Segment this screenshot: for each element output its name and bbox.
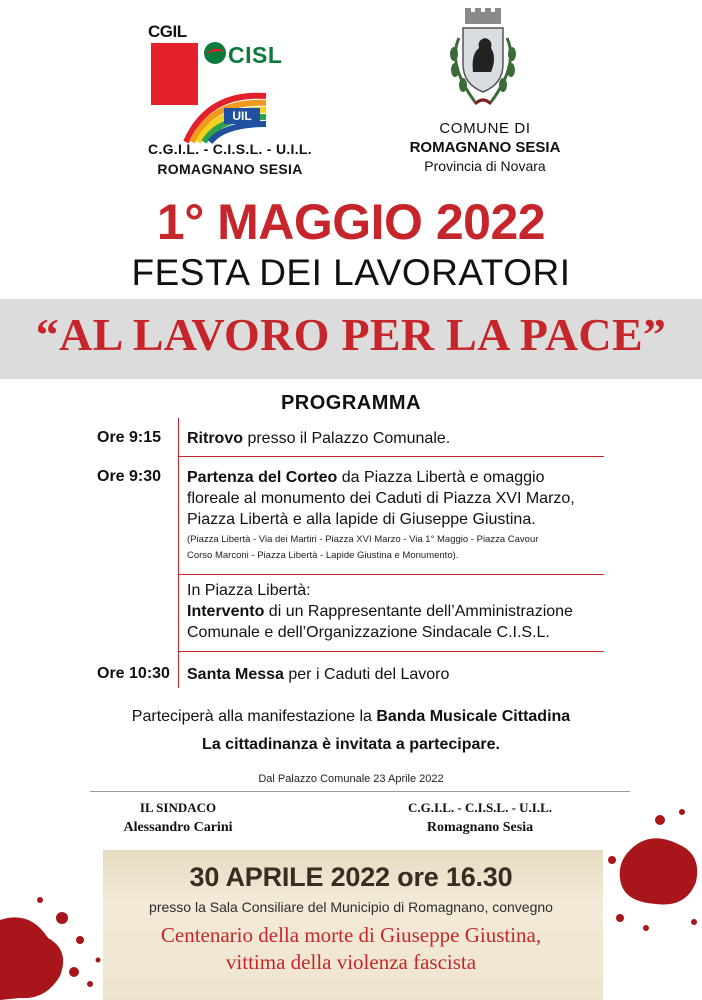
union-name-line1: C.G.I.L. - C.I.S.L. - U.I.L. — [148, 141, 312, 157]
comune-name — [395, 120, 575, 175]
mayor-title: IL SINDACO — [139, 800, 217, 815]
cgil-cisl-uil-logo — [148, 22, 308, 122]
event-date-title: 1° MAGGIO 2022 — [156, 194, 546, 250]
convegno-title-line2: vittima della violenza fascista — [225, 950, 477, 974]
programme-item-4-bold: Santa Messa — [187, 666, 284, 683]
unions-location: Romagnano Sesia — [426, 820, 534, 835]
programme-time-2: Ore 9:30 — [97, 468, 162, 485]
programme-heading: PROGRAMMA — [280, 392, 422, 414]
programme-item-2-text: da Piazza Libertà e omaggio — [337, 469, 545, 486]
dated-line: Dal Palazzo Comunale 23 Aprile 2022 — [258, 773, 444, 785]
programme-time-1: Ore 9:15 — [97, 429, 162, 446]
motto-heading: “AL LAVORO PER LA PACE” — [35, 309, 667, 360]
signature-divider — [90, 791, 630, 792]
banda-prefix: Parteciperà alla manifestazione la — [131, 708, 377, 725]
programme-item-4 — [187, 664, 607, 685]
comune-line2: ROMAGNANO SESIA — [409, 139, 561, 156]
convegno-date: 30 APRILE 2022 ore 16.30 — [189, 862, 513, 892]
programme-divider — [178, 574, 604, 575]
programme-item-4-text: per i Caduti del Lavoro — [283, 666, 450, 683]
uil-logo-text: UIL — [232, 109, 252, 123]
union-name — [110, 139, 350, 179]
programme-item-3-line1: In Piazza Libertà: — [187, 582, 311, 599]
cgil-logo-text: CGIL — [148, 22, 187, 41]
programme-item-2 — [187, 467, 607, 530]
mayor-name: Alessandro Carini — [123, 820, 233, 835]
comune-line1: COMUNE DI — [439, 120, 531, 137]
programme-item-2-line3: Piazza Libertà e alla lapide di Giuseppe Giustina. — [187, 511, 536, 528]
programme-item-2-line2: floreale al monumento dei Caduti di Piazza XVI Marzo, — [187, 490, 575, 507]
programme-item-3-line3: Comunale e dell’Organizzazione Sindacale C.I.S.L. — [187, 624, 550, 641]
route-note — [187, 532, 607, 564]
programme-divider — [178, 456, 604, 457]
cisl-logo-text: CISL — [228, 42, 283, 68]
banda-name: Banda Musicale Cittadina — [376, 708, 571, 725]
convegno-place: presso la Sala Consiliare del Municipio di Romagnano, convegno — [149, 899, 553, 915]
route-note-line2: Corso Marconi - Piazza Libertà - Lapide Giustina e Monumento). — [187, 550, 459, 561]
programme-item-3-bold: Intervento — [187, 603, 265, 620]
unions-title: C.G.I.L. - C.I.S.L. - U.I.L. — [407, 800, 553, 815]
comune-line3: Provincia di Novara — [424, 158, 546, 174]
programme-item-1-text: presso il Palazzo Comunale. — [243, 430, 451, 447]
programme-item-1-bold: Ritrovo — [187, 430, 243, 447]
cisl-emblem-icon — [202, 40, 228, 66]
programme-item-3 — [187, 580, 607, 643]
invitation-text: La cittadinanza è invitata a partecipare. — [202, 736, 500, 753]
route-note-line1: (Piazza Libertà - Via dei Martiri - Piazza XVI Marzo - Via 1° Maggio - Piazza Cavour — [187, 534, 539, 545]
programme-item-2-bold: Partenza del Corteo — [187, 469, 338, 486]
programme-divider — [178, 651, 604, 652]
municipal-crest-icon — [441, 8, 525, 116]
banda-notice — [0, 708, 702, 726]
uil-rainbow-icon — [180, 90, 270, 144]
programme-item-1 — [187, 428, 607, 449]
programme-divider-vertical — [178, 418, 179, 688]
programme-item-3-text: di un Rappresentante dell’Amministrazione — [264, 603, 573, 620]
convegno-title-line1: Centenario della morte di Giuseppe Giustina, — [160, 923, 542, 947]
union-name-line2: ROMAGNANO SESIA — [157, 161, 303, 177]
programme-time-4: Ore 10:30 — [97, 665, 170, 682]
festa-title: FESTA DEI LAVORATORI — [131, 252, 571, 293]
